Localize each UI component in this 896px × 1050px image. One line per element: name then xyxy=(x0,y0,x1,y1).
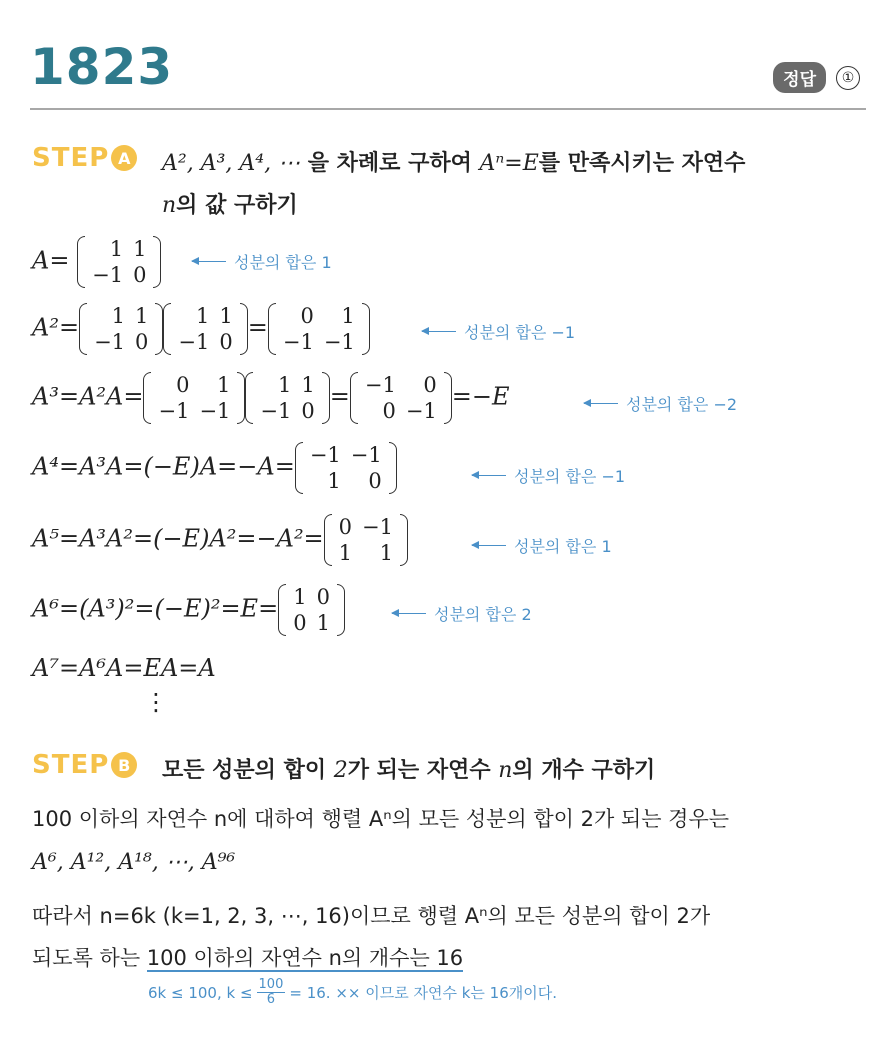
equation-7: A⁷=A⁶A=EA=A xyxy=(32,654,216,682)
step-b-heading: 모든 성분의 합이 2가 되는 자연수 n의 개수 구하기 xyxy=(162,758,656,783)
fraction: $\frac{100}{6}$ xyxy=(258,977,284,1007)
arrow-left-icon xyxy=(472,545,506,547)
equation-6: A⁶=(A³)²=(−E)²=E= 1 0 0 1 xyxy=(32,584,345,636)
matrix: 1 1 −1 0 xyxy=(79,303,163,355)
answer-value: ① xyxy=(836,66,860,90)
matrix: 0 1 −1 −1 xyxy=(143,372,245,424)
body-line-4: 되도록 하는 100 이하의 자연수 n의 개수는 16 xyxy=(32,946,464,970)
matrix: 1 1 −1 0 xyxy=(77,236,161,288)
step-a-label: STEP A xyxy=(32,143,137,173)
equation-2: A²= 1 1 −1 0 1 1 −1 0 = 0 1 −1 −1 xyxy=(32,303,370,355)
matrix: 0 −1 1 1 xyxy=(324,514,408,566)
body-line-3: 따라서 n=6k (k=1, 2, 3, ⋯, 16)이므로 행렬 Aⁿ의 모든 성분의 합이 2가 xyxy=(32,904,711,928)
step-a-heading: A², A³, A⁴, ⋯ 을 차례로 구하여 Aⁿ=E를 만족시키는 자연수 xyxy=(162,151,746,176)
arrow-left-icon xyxy=(392,613,426,615)
equation-1: A= 1 1 −1 0 xyxy=(32,236,161,288)
body-line-2: A⁶, A¹², A¹⁸, ⋯, A⁹⁶ xyxy=(32,850,236,875)
step-b-label: STEP B xyxy=(32,750,137,780)
equation-3: A³=A²A= 0 1 −1 −1 1 1 −1 0 = −1 0 0 −1 =−E xyxy=(32,373,510,423)
matrix: −1 −1 1 0 xyxy=(295,442,397,494)
step-a-badge: A xyxy=(111,145,137,171)
body-line-1: 100 이하의 자연수 n에 대하여 행렬 Aⁿ의 모든 성분의 합이 2가 되는 경우는 xyxy=(32,807,730,831)
arrow-left-icon xyxy=(472,475,506,477)
sum-note-3: 성분의 합은 −2 xyxy=(584,392,737,415)
matrix: 1 1 −1 0 xyxy=(163,303,247,355)
matrix: 1 1 −1 0 xyxy=(245,372,329,424)
sum-note-2: 성분의 합은 −1 xyxy=(422,320,575,343)
equation-5: A⁵=A³A²=(−E)A²=−A²= 0 −1 1 1 xyxy=(32,514,408,566)
step-b-badge: B xyxy=(111,752,137,778)
sum-note-5: 성분의 합은 1 xyxy=(472,534,612,557)
sum-note-1: 성분의 합은 1 xyxy=(192,250,332,273)
answer-highlight: 100 이하의 자연수 n의 개수는 16 xyxy=(146,946,464,970)
answer-badge: 정답 xyxy=(773,62,826,93)
matrix: −1 0 0 −1 xyxy=(350,372,452,424)
divider xyxy=(30,108,866,110)
sum-note-6: 성분의 합은 2 xyxy=(392,602,532,625)
answer-area xyxy=(773,62,860,93)
problem-number: 1823 xyxy=(30,38,174,96)
vdots: ⋮ xyxy=(144,688,168,716)
matrix: 1 0 0 1 xyxy=(278,584,345,636)
step-a-heading-2: n의 값 구하기 xyxy=(162,193,298,218)
sum-note-4: 성분의 합은 −1 xyxy=(472,464,625,487)
arrow-left-icon xyxy=(422,331,456,333)
arrow-left-icon xyxy=(192,261,226,263)
footnote: 6k ≤ 100, k ≤ $\frac{100}{6}$ = 16. ×× 이므로 자연수 k는 16개이다. xyxy=(148,977,557,1007)
arrow-left-icon xyxy=(584,403,618,405)
equation-4: A⁴=A³A=(−E)A=−A= −1 −1 1 0 xyxy=(32,442,397,494)
matrix: 0 1 −1 −1 xyxy=(268,303,370,355)
